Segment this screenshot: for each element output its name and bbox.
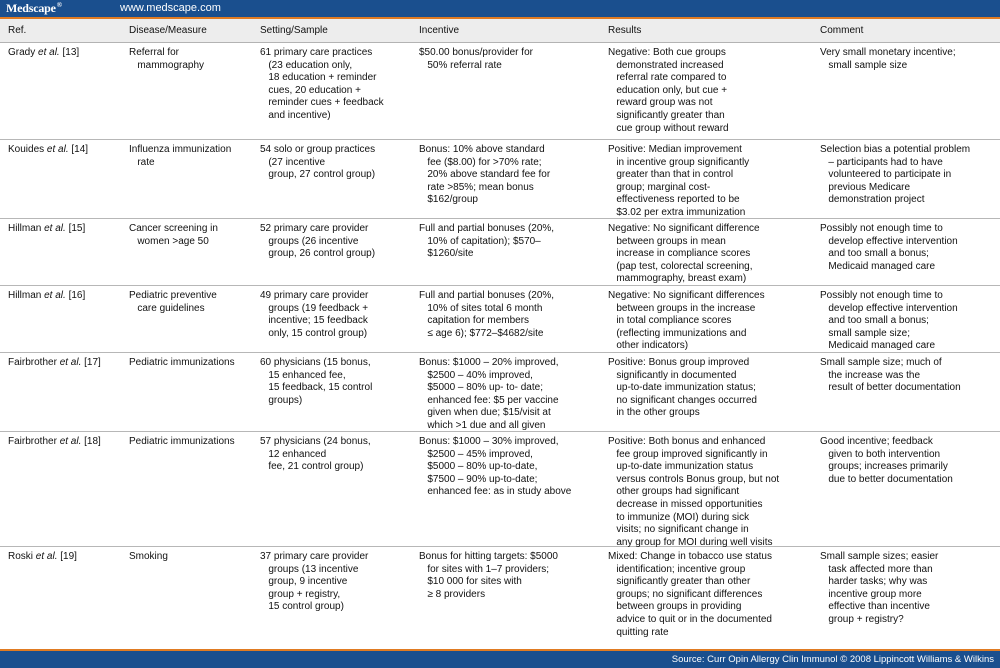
ref-cell: Fairbrother et al. [18] <box>8 436 101 447</box>
site-url: www.medscape.com <box>120 2 221 14</box>
ref-cell: Kouides et al. [14] <box>8 144 89 155</box>
comment-cell: Possibly not enough time to develop effective intervention and too small a bonus; small sample size; Medicaid managed care <box>820 290 958 352</box>
setting-cell: 37 primary care provider groups (13 incentive group, 9 incentive group + registry, 15 control group) <box>260 551 369 613</box>
table-header-row <box>0 19 1000 43</box>
setting-cell: 54 solo or group practices (27 incentive group, 27 control group) <box>260 144 376 181</box>
incentive-cell: Bonus: $1000 – 30% improved, $2500 – 45% improved, $5000 – 80% up-to-date, $7500 – 90% up-to-date; enhanced fee: as in study above <box>419 436 572 498</box>
table-row <box>0 140 1000 219</box>
ref-cell: Hillman et al. [15] <box>8 223 86 234</box>
table-row <box>0 286 1000 353</box>
setting-cell: 60 physicians (15 bonus, 15 enhanced fee, 15 feedback, 15 control groups) <box>260 357 373 406</box>
medscape-logo: Medscape® <box>6 1 62 15</box>
table-row <box>0 219 1000 286</box>
comment-cell: Very small monetary incentive; small sample size <box>820 47 956 71</box>
results-cell: Negative: Both cue groups demonstrated increased referral rate compared to education only, but cue + reward group was not significantly greater than cue group without reward <box>608 47 729 134</box>
comment-cell: Good incentive; feedback given to both intervention groups; increases primarily due to better documentation <box>820 436 953 485</box>
results-cell: Positive: Both bonus and enhanced fee group improved significantly in up-to-date immunization status versus controls Bonus group, but not other groups had significant decrease in missed opportunities to immunize (MOI) during sick visits; no significant change in any group for MOI during well visits <box>608 436 780 548</box>
incentive-cell: $50.00 bonus/provider for 50% referral rate <box>419 47 533 71</box>
setting-cell: 52 primary care provider groups (26 incentive group, 26 control group) <box>260 223 376 260</box>
column-header-results: Results <box>608 25 642 36</box>
column-header-comment: Comment <box>820 25 864 36</box>
results-cell: Positive: Median improvement in incentive group significantly greater than that in control group; marginal cost- effectiveness reported to be $3.02 per extra immunization <box>608 144 750 218</box>
setting-cell: 61 primary care practices (23 education only, 18 education + reminder cues, 20 education + reminder cues + feedback and incentive) <box>260 47 384 121</box>
disease-cell: Pediatric immunizations <box>129 357 235 368</box>
top-banner <box>0 0 1000 17</box>
incentive-cell: Full and partial bonuses (20%, 10% of capitation); $570– $1260/site <box>419 223 555 260</box>
results-cell: Negative: No significant difference between groups in mean increase in compliance scores (pap test, colorectal screening, mammography, breast exam) <box>608 223 760 285</box>
comment-cell: Small sample sizes; easier task affected more than harder tasks; why was incentive group more effective than incentive group + registry? <box>820 551 939 625</box>
comment-cell: Possibly not enough time to develop effective intervention and too small a bonus; Medicaid managed care <box>820 223 958 272</box>
registered-mark: ® <box>56 1 62 9</box>
ref-cell: Hillman et al. [16] <box>8 290 86 301</box>
column-header-ref: Ref. <box>8 25 27 36</box>
results-cell: Mixed: Change in tobacco use status identification; incentive group significantly greater than other groups; no significant differences between groups in providing advice to quit or in the documented quitting rate <box>608 551 772 638</box>
column-header-disease: Disease/Measure <box>129 25 207 36</box>
bottom-banner <box>0 651 1000 668</box>
results-cell: Negative: No significant differences between groups in the increase in total compliance scores (reflecting immunizations and other indicators) <box>608 290 765 352</box>
disease-cell: Pediatric immunizations <box>129 436 235 447</box>
ref-cell: Roski et al. [19] <box>8 551 77 562</box>
disease-cell: Influenza immunization rate <box>129 144 232 168</box>
table-row <box>0 432 1000 547</box>
ref-cell: Fairbrother et al. [17] <box>8 357 101 368</box>
column-header-setting: Setting/Sample <box>260 25 328 36</box>
table-row <box>0 547 1000 647</box>
disease-cell: Pediatric preventive care guidelines <box>129 290 217 314</box>
comment-cell: Small sample size; much of the increase was the result of better documentation <box>820 357 961 394</box>
ref-cell: Grady et al. [13] <box>8 47 80 58</box>
comment-cell: Selection bias a potential problem – participants had to have volunteered to participate in previous Medicare demonstration project <box>820 144 971 206</box>
results-cell: Positive: Bonus group improved significantly in documented up-to-date immunization status; no significant changes occurred in the other groups <box>608 357 757 419</box>
incentive-cell: Full and partial bonuses (20%, 10% of sites total 6 month capitation for members ≤ age 6); $772–$4682/site <box>419 290 555 339</box>
setting-cell: 49 primary care provider groups (19 feedback + incentive; 15 feedback only, 15 control group) <box>260 290 369 339</box>
incentive-cell: Bonus: $1000 – 20% improved, $2500 – 40% improved, $5000 – 80% up- to- date; enhanced fee: $5 per vaccine given when due; $15/visit at which >1 due and all given <box>419 357 559 431</box>
source-credit: Source: Curr Opin Allergy Clin Immunol © 2008 Lippincott Williams & Wilkins <box>671 654 994 665</box>
disease-cell: Referral for mammography <box>129 47 205 71</box>
disease-cell: Cancer screening in women >age 50 <box>129 223 218 247</box>
table-row <box>0 353 1000 432</box>
setting-cell: 57 physicians (24 bonus, 12 enhanced fee, 21 control group) <box>260 436 371 473</box>
column-header-incentive: Incentive <box>419 25 460 36</box>
table-row <box>0 43 1000 140</box>
disease-cell: Smoking <box>129 551 168 562</box>
incentive-cell: Bonus: 10% above standard fee ($8.00) for >70% rate; 20% above standard fee for rate >85%; mean bonus $162/group <box>419 144 551 206</box>
incentive-cell: Bonus for hitting targets: $5000 for sites with 1–7 providers; $10 000 for sites with ≥ 8 providers <box>419 551 558 600</box>
